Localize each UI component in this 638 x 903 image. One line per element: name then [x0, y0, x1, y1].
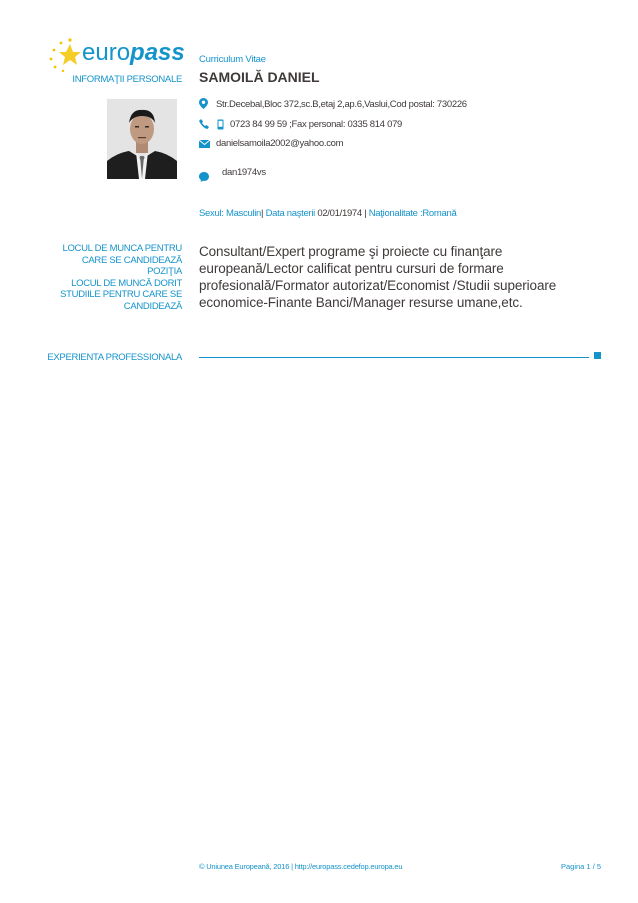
position-label-5: STUDIILE PENTRU CARE SE	[60, 289, 182, 300]
footer-page-number: Pagina 1 / 5	[561, 862, 602, 871]
position-label-1: LOCUL DE MUNCA PENTRU	[62, 243, 182, 254]
birth-value: 02/01/1974	[317, 208, 362, 219]
location-pin-icon	[199, 98, 208, 109]
nationality-label: Naţionalitate	[368, 208, 418, 219]
phone-text: 0723 84 99 59 ;Fax personal: 0335 814 079	[230, 119, 403, 130]
nationality-value: :Romană	[420, 208, 457, 219]
birth-label: Data naşterii	[265, 208, 315, 219]
footer-copyright: © Uniunea Europeană, 2016 | http://europass.cedefop.europa.eu	[199, 862, 403, 871]
position-description: Consultant/Expert programe şi proiecte cu finanţare europeană/Lector calificat pentru cursuri de formare profesională/Formator autorizat/Economist /Studii superioare economice-Finante Banci/Manager resurse umane,etc.	[199, 244, 557, 310]
europass-logo-text	[82, 40, 185, 66]
cv-label: Curriculum Vitae	[199, 54, 266, 65]
separator: |	[261, 208, 264, 219]
email-link[interactable]: danielsamoila2002@yahoo.com	[216, 138, 344, 149]
logo-pass: pass	[130, 39, 185, 66]
position-label-3: POZIŢIA	[147, 266, 182, 277]
sex-label: Sexul:	[199, 208, 224, 219]
position-label-6: CANDIDEAZĂ	[123, 300, 182, 312]
section-divider	[199, 357, 589, 358]
section-experience-heading: EXPERIENTA PROFESSIONALA	[47, 352, 182, 363]
position-label-2: CARE SE CANDIDEAZĂ	[81, 254, 182, 266]
sex-value: Masculin	[225, 208, 262, 219]
personal-details-line	[199, 208, 456, 219]
section-divider-marker	[594, 352, 601, 359]
email-icon	[199, 140, 210, 148]
logo-euro: euro	[82, 39, 131, 66]
separator: |	[364, 208, 367, 219]
section-personal-info: INFORMAŢII PERSONALE	[72, 74, 182, 85]
position-label-4: LOCUL DE MUNCĂ DORIT	[71, 277, 182, 289]
person-name: SAMOILĂ DANIEL	[199, 69, 320, 85]
profile-photo	[107, 99, 177, 179]
address-text: Str.Decebal,Bloc 372,sc.B,etaj 2,ap.6,Vaslui,Cod postal: 730226	[216, 99, 467, 110]
phone-icon	[199, 119, 209, 129]
messenger-icon	[199, 172, 209, 182]
messenger-account: dan1974vs	[222, 167, 266, 178]
mobile-phone-icon	[217, 119, 224, 130]
